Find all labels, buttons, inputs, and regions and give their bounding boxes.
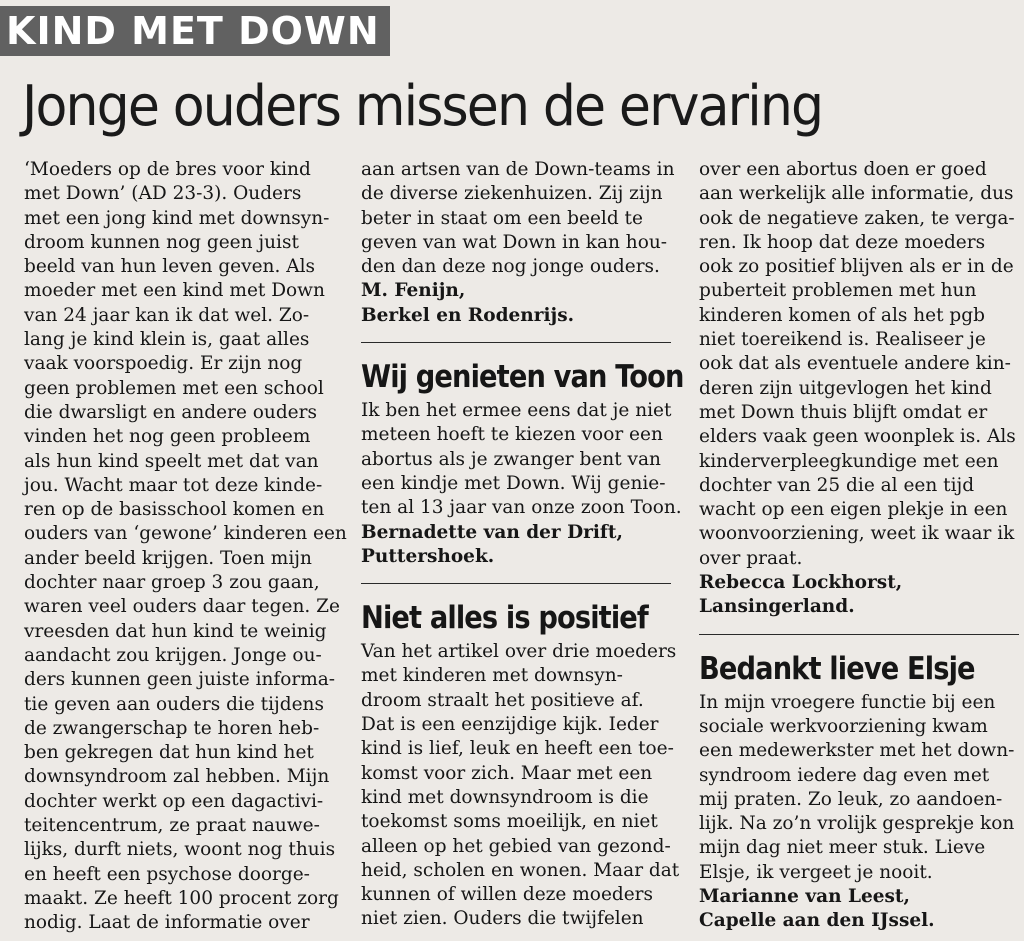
text-line: jou. Wacht maar tot deze kinde- (24, 474, 323, 496)
letter-4-author-name: Marianne van Leest, (699, 886, 910, 908)
text-line: Elsje, ik vergeet je nooit. (699, 861, 933, 883)
text-line: waren veel ouders daar tegen. Ze (24, 596, 340, 618)
text-line: moeder met een kind met Down (24, 280, 325, 302)
section-kicker: KIND MET DOWN (0, 6, 390, 56)
text-line: komst voor zich. Maar met een (361, 762, 653, 784)
text-line: en heeft een psychose doorge- (24, 863, 310, 885)
text-line: nodig. Laat de informatie over (24, 912, 310, 934)
text-line: alleen op het gebied van gezond- (361, 835, 671, 857)
text-line: niet toereikend is. Realiseer je (699, 329, 986, 351)
text-line: de zwangerschap te horen heb- (24, 717, 320, 739)
text-line: dochter naar groep 3 zou gaan, (24, 572, 320, 594)
letter-3-author-place: Lansingerland. (699, 596, 855, 618)
text-line: vaak voorspoedig. Er zijn nog (24, 353, 303, 375)
text-line: heid, scholen en wonen. Maar dat (361, 859, 680, 881)
text-line: ook de negatieve zaken, te verga- (699, 207, 1015, 229)
text-line: mij praten. Zo leuk, zo aandoen- (699, 788, 1003, 810)
text-line: ren op de basisschool komen en (24, 499, 325, 521)
letter-2-title: Wij genieten van Toon (361, 359, 684, 396)
text-line: vinden het nog geen probleem (24, 426, 311, 448)
text-line: niet zien. Ouders die twijfelen (361, 908, 644, 930)
text-line: lijks, durft niets, woont nog thuis (24, 839, 336, 861)
letter-3-continued (699, 158, 1019, 620)
text-line: teitencentrum, ze praat nauwe- (24, 815, 320, 837)
text-line: maakt. Ze heeft 100 procent zorg (24, 887, 339, 909)
text-line: den dan deze nog jonge ouders. (361, 256, 660, 278)
letter-1-author-place: Berkel en Rodenrijs. (361, 304, 575, 326)
text-line: lang je kind klein is, gaat alles (24, 329, 310, 351)
column-3 (699, 158, 1019, 934)
text-line: de diverse ziekenhuizen. Zij zijn (361, 183, 663, 205)
text-line: elders vaak geen woonplek is. Als (699, 426, 1016, 448)
letter-2 (361, 357, 684, 569)
divider (699, 634, 1019, 635)
letter-4 (699, 649, 1019, 934)
letter-4-author-place: Capelle aan den IJssel. (699, 910, 935, 932)
text-line: van 24 jaar kan ik dat wel. Zo- (24, 304, 310, 326)
text-line: dochter werkt op een dagactivi- (24, 790, 324, 812)
text-line: kunnen of willen deze moeders (361, 884, 654, 906)
headline: Jonge ouders missen de ervaring (22, 74, 823, 139)
text-line: In mijn vroegere functie bij een (699, 691, 996, 713)
text-line: ook zo positief blijven als er in de (699, 256, 1014, 278)
text-line: geven van wat Down in kan hou- (361, 231, 668, 253)
text-line: een medewerkster met het down- (699, 740, 1015, 762)
text-line: met Down thuis blijft omdat er (699, 401, 988, 423)
letter-4-title: Bedankt lieve Elsje (699, 650, 975, 687)
text-line: sociale werkvoorziening kwam (699, 715, 988, 737)
column-2 (361, 158, 684, 932)
text-line: ook dat als eventuele andere kin- (699, 353, 1011, 375)
text-line: Dat is een eenzijdige kijk. Ieder (361, 714, 659, 736)
divider (361, 342, 671, 343)
text-line: beeld van hun leven geven. Als (24, 256, 315, 278)
text-line: als hun kind speelt met dat van (24, 450, 319, 472)
text-line: deren zijn uitgevlogen het kind (699, 377, 992, 399)
column-1 (24, 158, 347, 936)
text-line: meteen hoeft te kiezen voor een (361, 424, 663, 446)
text-line: aandacht zou krijgen. Jonge ou- (24, 644, 322, 666)
text-line: vreesden dat hun kind te weinig (24, 620, 327, 642)
text-line: ben gekregen dat hun kind het (24, 742, 314, 764)
text-line: ten al 13 jaar van onze zoon Toon. (361, 497, 682, 519)
text-line: over praat. (699, 547, 803, 569)
text-line: aan artsen van de Down-teams in (361, 159, 675, 180)
text-line: woonvoorziening, weet ik waar ik (699, 523, 1015, 545)
text-line: droom kunnen nog geen juist (24, 231, 299, 253)
text-line: downsyndroom zal hebben. Mijn (24, 766, 330, 788)
text-line: kinderverpleegkundige met een (699, 450, 999, 472)
text-line: geen problemen met een school (24, 377, 324, 399)
letter-1-body (24, 158, 347, 936)
text-line: kind is lief, leuk en heeft een toe- (361, 738, 674, 760)
text-line: ander beeld krijgen. Toen mijn (24, 547, 312, 569)
text-line: wacht op een eigen plekje in een (699, 499, 1008, 521)
text-line: dochter van 25 die al een tijd (699, 474, 975, 496)
text-line: lijk. Na zo’n vrolijk gesprekje kon (699, 813, 1015, 835)
text-line: aan werkelijk alle informatie, dus (699, 183, 1014, 205)
text-line: die dwarsligt en andere ouders (24, 401, 317, 423)
text-line: kinderen komen of als het pgb (699, 304, 985, 326)
letter-2-author-place: Puttershoek. (361, 545, 495, 567)
text-line: mijn dag niet meer stuk. Lieve (699, 837, 986, 859)
text-line: ouders van ‘gewone’ kinderen een (24, 523, 347, 545)
text-line: beter in staat om een beeld te (361, 207, 643, 229)
text-line: abortus als je zwanger bent van (361, 448, 661, 470)
text-line: toekomst soms moeilijk, en niet (361, 811, 658, 833)
text-line: ders kunnen geen juiste informa- (24, 669, 336, 691)
text-line: droom straalt het positieve af. (361, 689, 644, 711)
letter-1-continued (361, 158, 675, 328)
letter-3-author-name: Rebecca Lockhorst, (699, 572, 903, 594)
text-line: met kinderen met downsyn- (361, 665, 623, 687)
text-line: tie geven aan ouders die tijdens (24, 693, 324, 715)
letter-3 (361, 598, 680, 932)
text-line: ren. Ik hoop dat deze moeders (699, 231, 986, 253)
text-line: over een abortus doen er goed (699, 159, 987, 180)
divider (361, 583, 671, 584)
text-line: met een jong kind met downsyn- (24, 207, 330, 229)
text-line: met Down’ (AD 23-3). Ouders (24, 183, 302, 205)
text-line: kind met downsyndroom is die (361, 786, 649, 808)
text-line: puberteit problemen met hun (699, 280, 977, 302)
letter-1-author-name: M. Fenijn, (361, 280, 466, 302)
letter-2-author-name: Bernadette van der Drift, (361, 521, 623, 543)
letter-3-title: Niet alles is positief (361, 600, 648, 637)
text-line: syndroom iedere dag even met (699, 764, 990, 786)
text-line: een kindje met Down. Wij genie- (361, 472, 666, 494)
text-line: Ik ben het ermee eens dat je niet (361, 400, 672, 422)
text-line: Van het artikel over drie moeders (361, 641, 677, 663)
text-line: ‘Moeders op de bres voor kind (24, 159, 311, 180)
